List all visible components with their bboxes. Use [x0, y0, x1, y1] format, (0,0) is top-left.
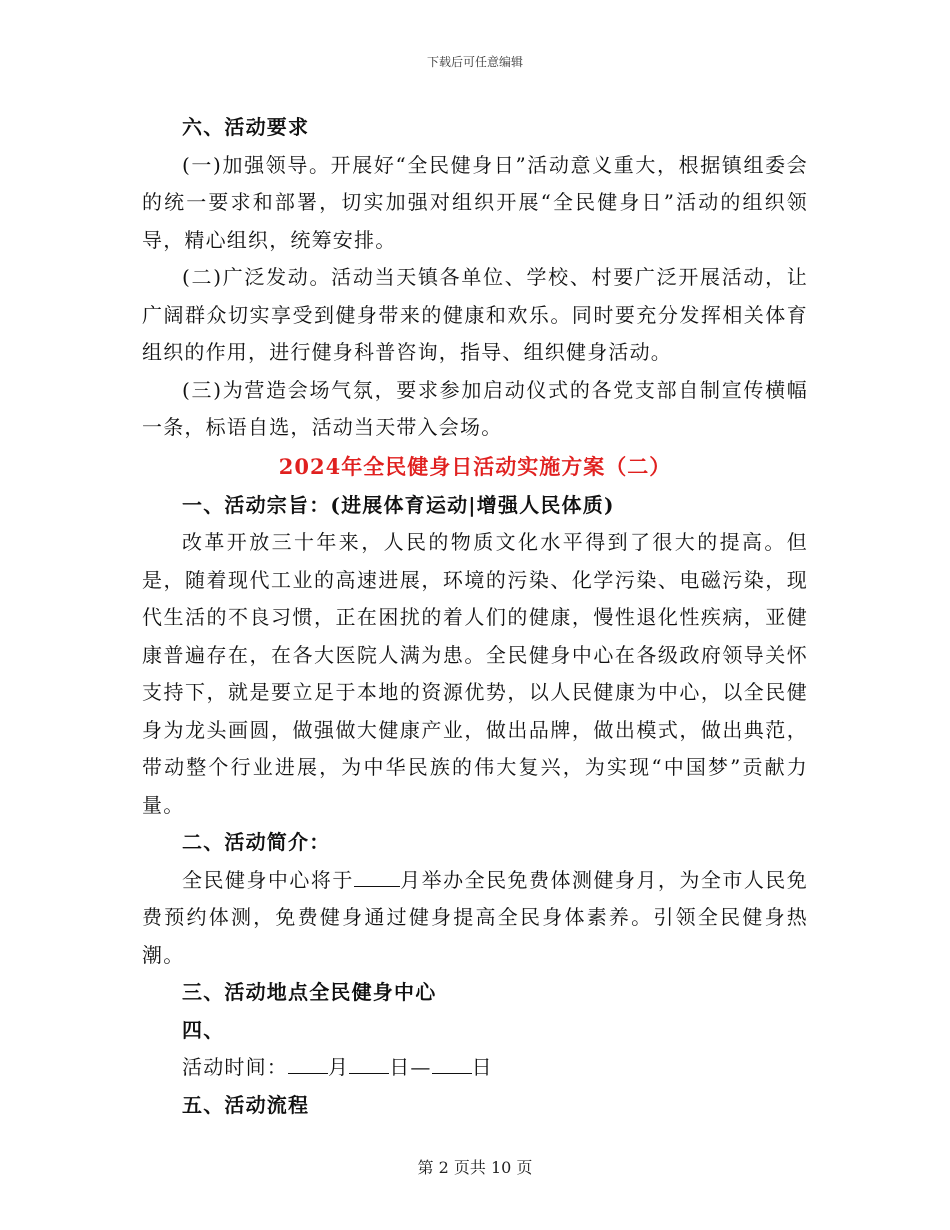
- document-title: 2024年全民健身日活动实施方案（二）: [278, 453, 672, 479]
- page-header: 下载后可任意编辑: [426, 55, 523, 69]
- paragraph: (二)广泛发动。活动当天镇各单位、学校、村要广泛开展活动，让广阔群众切实享受到健身带来的健康和欢乐。同时要充分发挥相关体育组织的作用，进行健身科普咨询，指导、组织健身活动。: [142, 265, 808, 364]
- section-heading-2: 二、活动简介：: [182, 830, 331, 854]
- section-heading-4: 四、: [182, 1017, 225, 1042]
- paragraph: (一)加强领导。开展好“全民健身日”活动意义重大，根据镇组委会的统一要求和部署，切实加强对组织开展“全民健身日”活动的组织领导，精心组织，统筹安排。: [142, 152, 808, 252]
- fill-in-blank: [288, 1051, 328, 1074]
- section-heading-5: 五、活动流程: [182, 1092, 310, 1117]
- paragraph: [142, 862, 808, 975]
- time-label: 活动时间：: [182, 1055, 288, 1079]
- document-body: [142, 109, 808, 1124]
- day-label: 日—: [389, 1055, 432, 1079]
- fill-in-blank: [349, 1051, 389, 1074]
- activity-time-line: [142, 1049, 808, 1087]
- fill-in-blank: [354, 864, 400, 887]
- fill-in-blank: [432, 1051, 472, 1074]
- month-label: 月: [328, 1055, 350, 1079]
- section-heading-6: 六、活动要求: [182, 115, 310, 139]
- paragraph: (三)为营造会场气氛，要求参加启动仪式的各党支部自制宣传横幅一条，标语自选，活动当天带入会场。: [142, 377, 808, 439]
- section-heading-3: 三、活动地点全民健身中心: [182, 980, 437, 1004]
- text-fragment: 全民健身中心将于: [182, 867, 354, 892]
- day-label: 日: [471, 1055, 493, 1079]
- text-fragment: 月举办全民免费体测健身月，为全市人民免费预约体测，免费健身通过健身提高全民身体素养。引领全民健身热潮。: [142, 867, 808, 967]
- section-heading-1: 一、活动宗旨：(进展体育运动|增强人民体质): [182, 492, 615, 517]
- paragraph: 改革开放三十年来，人民的物质文化水平得到了很大的提高。但是，随着现代工业的高速进展，环境的污染、化学污染、电磁污染，现代生活的不良习惯，正在困扰的着人们的健康，慢性退化性疾病，亚健康普遍存在，在各大医院人满为患。全民健身中心在各级政府领导关怀支持下，就是要立足于本地的资源优势，以人民健康为中心，以全民健身为龙头画圆，做强做大健康产业，做出品牌，做出模式，做出典范，带动整个行业进展，为中华民族的伟大复兴，为实现“中国梦”贡献力量。: [142, 530, 808, 817]
- page-footer: 第 2 页共 10 页: [417, 1158, 533, 1177]
